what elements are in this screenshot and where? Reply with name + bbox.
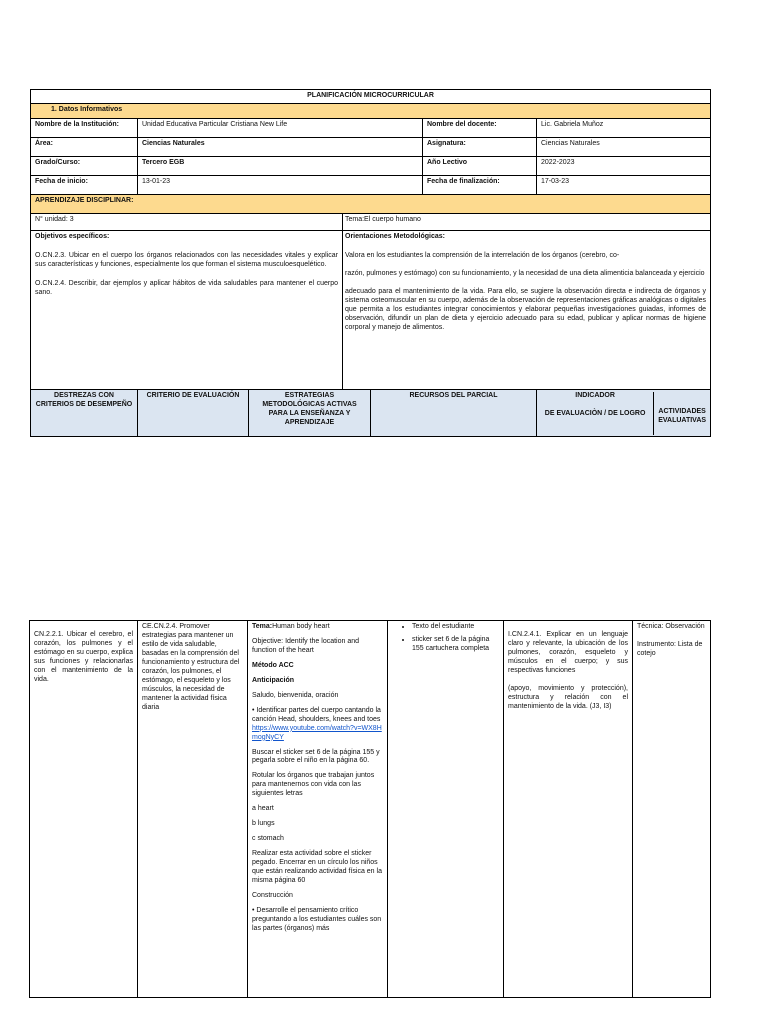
asignatura-label: Asignatura: xyxy=(423,137,537,156)
lectivo-value: 2022-2023 xyxy=(537,156,711,175)
estrategia-b: b lungs xyxy=(252,820,275,828)
activities-table xyxy=(29,620,711,998)
institucion-label: Nombre de la Institución: xyxy=(31,118,138,137)
col-indicador-line2: DE EVALUACIÒN / DE LOGRO xyxy=(544,409,646,417)
indicador-p2: (apoyo, movimiento y protección), estructura y relación con el mantenimiento de la vida. (J3, I3) xyxy=(508,684,628,710)
fin-value: 17-03-23 xyxy=(537,175,711,194)
objetivos-cell xyxy=(31,230,343,389)
area-value: Ciencias Naturales xyxy=(138,137,423,156)
estrategia-tema xyxy=(252,623,383,632)
objetivos-label: Objetivos específicos: xyxy=(35,232,110,240)
destreza-cell: CN.2.2.1. Ubicar el cerebro, el corazón, los pulmones y el estómago en su cuerpo, explica sus funciones y relacionarlas con el mantenimiento de la vida. xyxy=(30,621,138,998)
estrategia-a: a heart xyxy=(252,805,274,813)
orientaciones-p1: Valora en los estudiantes la comprensión de la interrelación de los órganos (cerebro, co- xyxy=(345,251,620,259)
tema-value: Human body heart xyxy=(272,623,330,630)
col-indicador-line1: INDICADOR xyxy=(575,391,615,399)
estrategia-bullet1 xyxy=(252,707,383,743)
instrumento: Instrumento: Lista de cotejo xyxy=(637,640,703,657)
tecnica: Técnica: Observación xyxy=(637,623,705,630)
estrategia-construccion: Construcción xyxy=(252,891,293,899)
col-destrezas: DESTREZAS CON CRITERIOS DE DESEMPEÑO xyxy=(31,389,138,436)
grado-label: Grado/Curso: xyxy=(31,156,138,175)
estrategia-saludo: Saludo, bienvenida, oración xyxy=(252,691,339,699)
indicador-p1: I.CN.2.4.1. Explicar en un lenguaje claro y relevante, la ubicación de los pulmones, corazón, esqueleto y músculos en el cuerpo; y sus respectivas funciones xyxy=(508,631,628,674)
objetivo-1: O.CN.2.3. Ubicar en el cuerpo los órganos relacionados con las necesidades vitales y explicar sus características y funciones, especialmente los que forman el sistema musculoesquelético. xyxy=(35,251,338,268)
estrategias-cell xyxy=(248,621,388,998)
orientaciones-p3: adecuado para el mantenimiento de la vida. Para ello, se sugiere la observación directa e indirecta de órganos y sistema osteomuscular en su cuerpo, además de la observación de representaciones gráficas analógicas o digitales que permita a los estudiantes integrar conocimientos y elaborar pequeñas investigaciones guiadas, informes de observación, difundir un plan de dieta y ejercicio adecuado para su edad, publicar y aplicar normas de higiene corporal y manejo de alimentos. xyxy=(345,287,707,331)
recurso-item: • Texto del estudiante xyxy=(412,623,499,632)
estrategia-realizar: Realizar esta actividad sobre el sticker pegado. Encerrar en un círculo los niños que están realizando actividad física en la misma página 60 xyxy=(252,850,382,885)
unidad-number: N° unidad: 3 xyxy=(31,213,343,230)
unidad-tema: Tema:El cuerpo humano xyxy=(343,213,711,230)
planning-table xyxy=(30,89,711,437)
orientaciones-p2: razón, pulmones y estómago) con su funcionamiento, y la necesidad de una dieta alimenticia balanceada y ejercicio xyxy=(345,269,705,277)
inicio-value: 13-01-23 xyxy=(138,175,423,194)
section-datos-informativos: 1. Datos Informativos xyxy=(31,103,711,118)
docente-label: Nombre del docente: xyxy=(423,118,537,137)
actividades-cell xyxy=(633,621,711,998)
estrategia-objective: Objective: Identify the location and function of the heart xyxy=(252,637,360,654)
estrategia-rotular: Rotular los órganos que trabajan juntos para mantenernos con vida con las siguientes letras xyxy=(252,772,375,798)
col-actividades: ACTIVIDADES EVALUATIVAS xyxy=(658,407,707,424)
youtube-link[interactable]: https://www.youtube.com/watch?v=WX8HmogNyCY xyxy=(252,724,382,741)
lectivo-label: Año Lectivo xyxy=(423,156,537,175)
asignatura-value: Ciencias Naturales xyxy=(537,137,711,156)
orientaciones-label: Orientaciones Metodológicas: xyxy=(345,232,445,240)
indicador-cell xyxy=(504,621,633,998)
docente-value: Lic. Gabriela Muñoz xyxy=(537,118,711,137)
grado-value: Tercero EGB xyxy=(138,156,423,175)
col-estrategias: ESTRATEGIAS METODOLÓGICAS ACTIVAS PARA LA ENSEÑANZA Y APRENDIZAJE xyxy=(249,389,371,436)
fin-label: Fecha de finalización: xyxy=(423,175,537,194)
recursos-list xyxy=(392,623,499,654)
recurso-item: • sticker set 6 de la página 155 cartuchera completa xyxy=(412,636,499,654)
bullet1-text: • Identificar partes del cuerpo cantando la canción Head, shoulders, knees and toes xyxy=(252,706,381,723)
col-indicador-text xyxy=(537,392,654,435)
estrategia-bullet2: • Desarrolle el pensamiento crítico preguntando a los estudiantes cuáles son las partes (órganos) más xyxy=(252,906,382,932)
col-criterio: CRITERIO DE EVALUACIÓN xyxy=(138,389,249,436)
estrategia-c: c stomach xyxy=(252,835,284,843)
objetivo-2: O.CN.2.4. Describir, dar ejemplos y aplicar hábitos de vida saludables para mantener el cuerpo sano. xyxy=(35,279,338,296)
institucion-value: Unidad Educativa Particular Cristiana New Life xyxy=(138,118,423,137)
page-title: PLANIFICACIÓN MICROCURRICULAR xyxy=(31,90,711,104)
col-recursos: RECURSOS DEL PARCIAL xyxy=(371,389,537,436)
estrategia-anticipacion: Anticipación xyxy=(252,676,295,684)
inicio-label: Fecha de inicio: xyxy=(31,175,138,194)
recursos-cell xyxy=(388,621,504,998)
aprendizaje-heading: APRENDIZAJE DISCIPLINAR: xyxy=(31,194,711,213)
estrategia-sticker: Buscar el sticker set 6 de la página 155 y pegarla sobre el niño en la página 60. xyxy=(252,748,380,765)
estrategia-metodo: Método ACC xyxy=(252,661,294,669)
tema-label: Tema: xyxy=(252,623,273,630)
area-label: Área: xyxy=(31,137,138,156)
criterio-cell: CE.CN.2.4. Promover estrategias para mantener un estilo de vida saludable, basadas en la comprensión del funcionamiento y estructura del corazón, los pulmones, el estómago, el esqueleto y los músculos, la necesidad de mantener la actividad física diaria xyxy=(138,621,248,998)
col-indicador xyxy=(537,389,711,436)
orientaciones-cell xyxy=(343,230,711,389)
